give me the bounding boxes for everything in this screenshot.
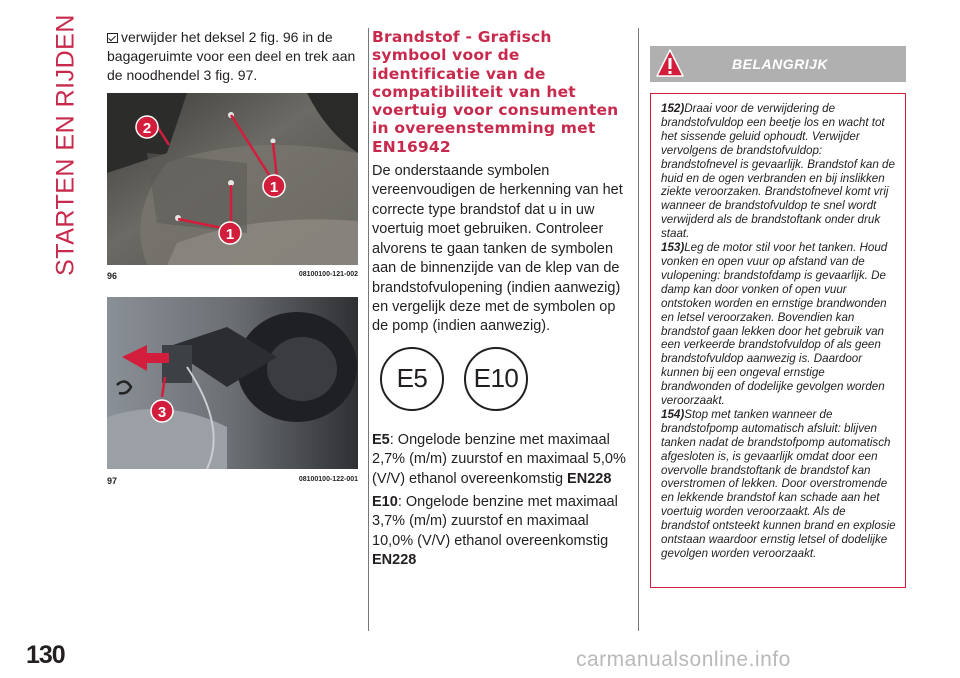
intro-text: verwijder het deksel 2 fig. 96 in de bagageruimte voor een deel en trek aan de noodhendel 3 fig. 97.	[107, 29, 356, 83]
note-152: 152)Draai voor de verwijdering de brandstofvuldop een beetje los en wacht tot het sissende geluid ophoudt. Verwijder vervolgens de brandstofvuldop: brandstofnevel is gevaarlijk. Brandstof kan de huid en de ogen verbranden en bij inslikken ziekte veroorzaken. Brandstofnevel komt vrij wanneer de brandstofvuldop te snel wordt verwijderd als de brandstoftank onder druk staat.	[661, 102, 895, 241]
label-1a: 1	[269, 179, 279, 196]
column-divider-1	[368, 28, 369, 631]
section-title: STARTEN EN RIJDEN	[51, 14, 80, 276]
fuel-symbol-paragraph: De onderstaande symbolen vereenvoudigen de herkenning van het correcte type brandstof dat u in uw voertuig moet gebruiken. Controleer alvorens te gaan tanken de symbolen aan de binnenzijde van de klep van de brandstofvulopening (indien aanwezig) en vergelijk deze met de symbolen op de pomp (indien aanwezig).	[372, 163, 623, 335]
fuel-symbol-heading: Brandstof - Grafisch symbool voor de identificatie van de compatibiliteit van het voertuig voor consumenten in overeenstemming met EN16942	[372, 28, 619, 156]
checkbox-icon	[107, 33, 118, 43]
figure-96-photo	[107, 93, 358, 265]
warning-icon	[655, 48, 685, 80]
important-box	[650, 46, 906, 588]
label-2: 2	[142, 120, 152, 137]
label-3: 3	[157, 404, 167, 421]
e5-symbol: E5	[380, 347, 444, 411]
note-154: 154)Stop met tanken wanneer de brandstofpomp automatisch afsluit: blijven tanken nadat de brandstofpomp automatisch afgesloten is, is gevaarlijk omdat door een overvolle brandstoftank de brandstof kan overstromen of lekken. Door overstromende en lekkende brandstof kan schade aan het voertuig worden veroorzaakt. Als de brandstof ontsteekt kunnen brand en explosie ontstaan waardoor ernstig letsel of dodelijke gevolgen worden veroorzaakt.	[661, 407, 896, 560]
figure-97-code: 08100100-122-001	[298, 476, 358, 483]
watermark: carmanualsonline.info	[576, 648, 791, 671]
important-header	[650, 46, 906, 82]
column-1	[107, 28, 359, 85]
e10-definition: E10: Ongelode benzine met maximaal 3,7% (m/m) zuurstof en maximaal 10,0% (V/V) ethanol overeenkomstig EN228	[372, 493, 618, 569]
page-number: 130	[26, 641, 65, 669]
figure-97-photo	[107, 297, 358, 469]
note-153: 153)Leg de motor stil voor het tanken. Houd vonken en open vuur op afstand van de vulopening: brandstofdamp is gevaarlijk. De damp kan door vonken of open vuur ontstoken worden en ernstige brandwonden en letsel veroorzaken. Bovendien kan brandstof gaan lekken door het gebruik van een verkeerde brandstofvuldop of als geen brandstofvuldop aanwezig is. Daardoor kunnen bij een ongeval ernstige brandwonden of dodelijke gevolgen worden veroorzaakt.	[661, 241, 888, 408]
label-1b: 1	[225, 226, 235, 243]
e5-definition: E5: Ongelode benzine met maximaal 2,7% (m/m) zuurstof en maximaal 5,0% (V/V) ethanol overeenkomstig EN228	[372, 431, 626, 487]
e10-symbol: E10	[464, 347, 528, 411]
figure-96-number: 96	[107, 271, 118, 281]
column-divider-2	[638, 28, 639, 631]
important-notes	[650, 93, 906, 588]
figure-97-number: 97	[107, 476, 118, 486]
column-2	[372, 28, 627, 575]
important-title: BELANGRIJK	[732, 56, 829, 72]
fuel-symbols	[372, 337, 627, 431]
figure-96-code: 08100100-121-002	[298, 271, 358, 278]
